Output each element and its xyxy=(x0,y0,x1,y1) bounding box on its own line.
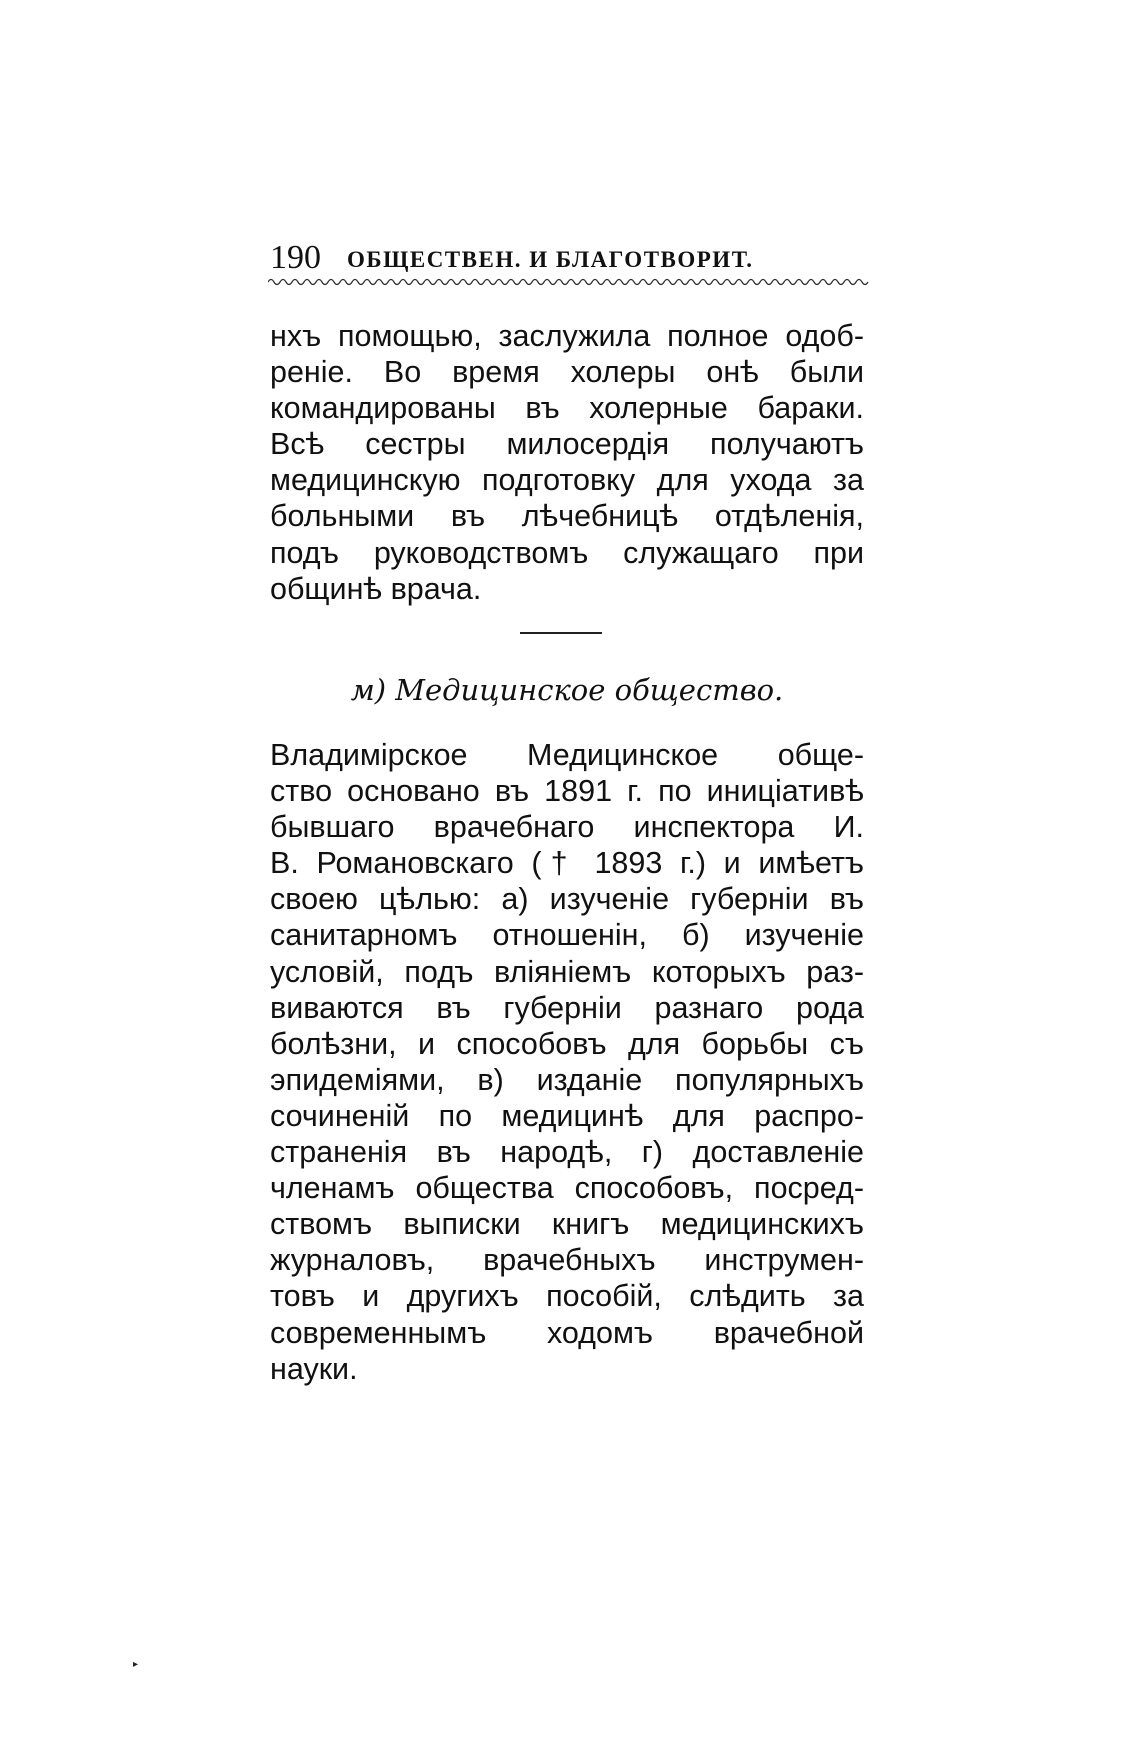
text-line: больными въ лѣчебницѣ отдѣленія, xyxy=(270,499,864,534)
text-line: нхъ помощью, заслужила полное одоб- xyxy=(270,319,864,353)
section-separator xyxy=(520,632,602,634)
text-line: виваются въ губерніи разнаго рода xyxy=(270,990,864,1025)
paragraph-medical-society xyxy=(270,737,864,1387)
text-line: науки. xyxy=(270,1351,358,1386)
text-line: условій, подъ вліяніемъ которыхъ раз- xyxy=(270,954,864,989)
section-heading: м) Медицинское общество. xyxy=(350,673,784,707)
text-line: ствомъ выписки книгъ медицинскихъ xyxy=(270,1207,864,1242)
text-line: сочиненій по медицинѣ для распро- xyxy=(270,1098,864,1133)
text-line: В. Романовскаго († 1893 г.) и имѣетъ xyxy=(270,846,864,881)
text-line: современнымъ ходомъ врачебной xyxy=(270,1315,864,1350)
running-head xyxy=(270,240,870,276)
text-line: общинѣ врача. xyxy=(270,571,482,606)
paragraph-nursing-community xyxy=(270,318,864,607)
text-line: болѣзни, и способовъ для борьбы съ xyxy=(270,1026,864,1061)
text-line: санитарномъ отношенін, б) изученіе xyxy=(270,918,864,953)
text-line: журналовъ, врачебныхъ инструмен- xyxy=(270,1243,864,1278)
text-line: командированы въ холерные бараки. xyxy=(270,391,864,426)
text-line: товъ и другихъ пособій, слѣдить за xyxy=(270,1279,864,1314)
text-line: эпидеміями, в) изданіе популярныхъ xyxy=(270,1062,864,1097)
text-line: членамъ общества способовъ, посред- xyxy=(270,1171,864,1206)
text-line: своею цѣлью: а) изученіе губерніи въ xyxy=(270,882,864,917)
running-head-title: ОБЩЕСТВЕН. И БЛАГОТВОРИТ. xyxy=(347,247,754,272)
text-line: медицинскую подготовку для ухода за xyxy=(270,463,864,498)
stray-ink-mark: ▸ xyxy=(133,1659,139,1670)
text-line: ство основано въ 1891 г. по иниціативѣ xyxy=(270,774,864,809)
text-line: страненія въ народѣ, г) доставленіе xyxy=(270,1135,864,1170)
text-line: бывшаго врачебнаго инспектора И. xyxy=(270,810,864,845)
text-line: Владимірское Медицинское обще- xyxy=(270,738,864,772)
wavy-rule-divider xyxy=(268,276,872,288)
text-line: подъ руководствомъ служащаго при xyxy=(270,535,864,570)
text-line: реніе. Во время холеры онѣ были xyxy=(270,355,864,390)
page-number: 190 xyxy=(270,239,321,276)
text-line: Всѣ сестры милосердія получаютъ xyxy=(270,427,864,462)
